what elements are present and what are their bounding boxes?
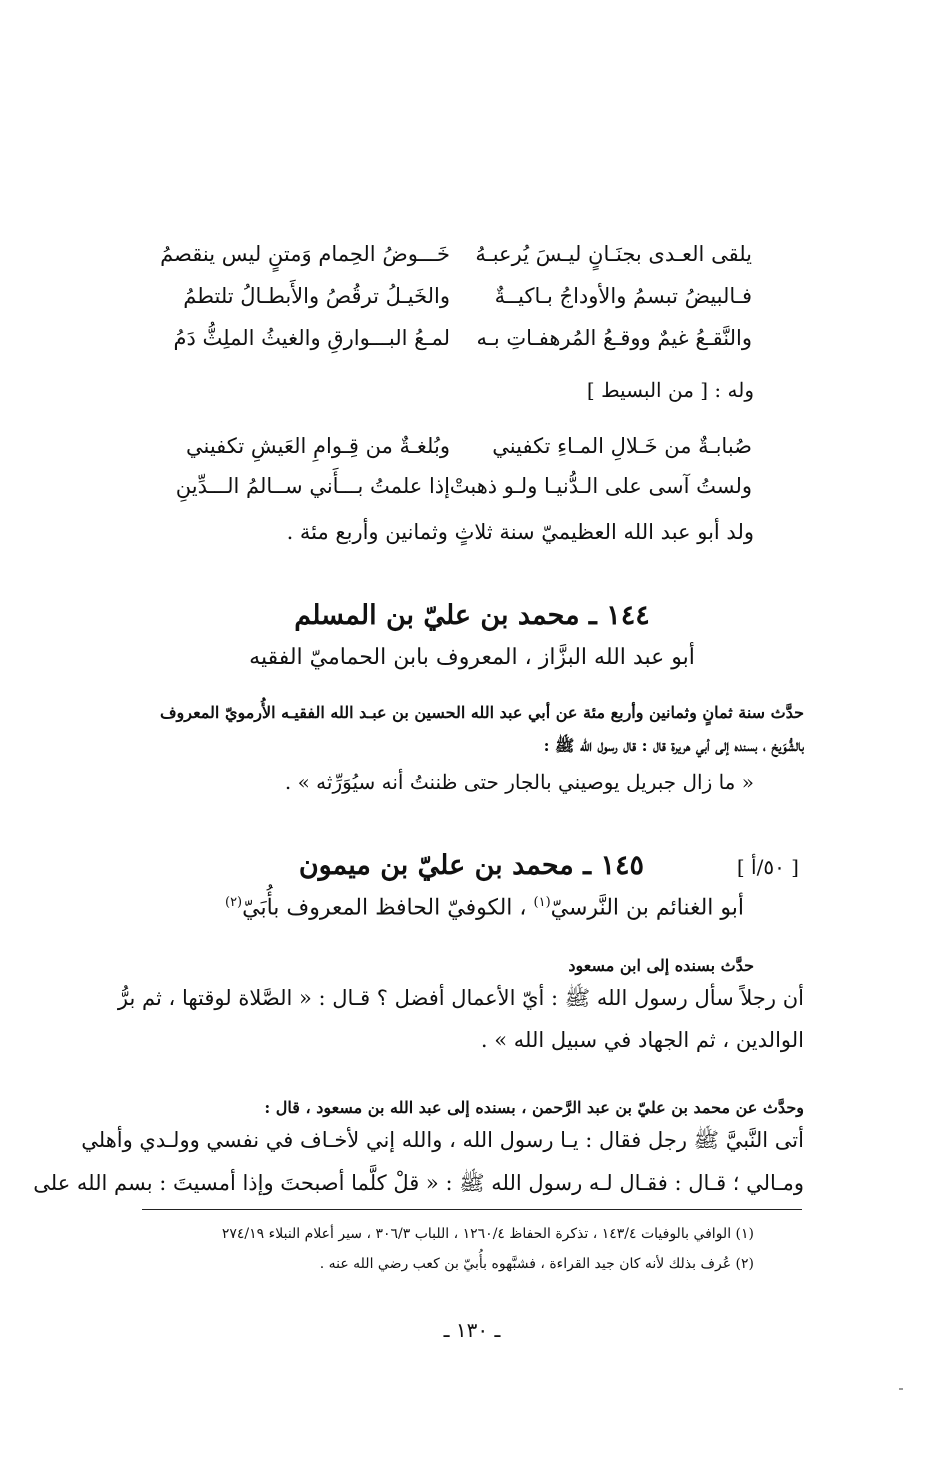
verse-first-hemistich: فـالبيضُ تبسمُ والأوداجُ بـاكيــةٌ bbox=[494, 284, 752, 308]
footnote-ref-1: (١) bbox=[533, 895, 551, 910]
verse-line bbox=[160, 320, 760, 360]
verse-first-hemistich: صُبابـةٌ من خَـلالِ المـاءِ تكفيني bbox=[492, 434, 752, 458]
meter-line: وله : [ من البسيط ] bbox=[586, 378, 754, 402]
entry-145-narration-2: وحدَّث عن محمد بن عليّ بن عبد الرَّحمن ، بسنده إلى عبد الله بن مسعود ، قال : bbox=[264, 1098, 804, 1117]
verse-line bbox=[160, 428, 760, 468]
verse-first-hemistich: ولستُ آسى على الـدُّنيـا ولـو ذهبتْ bbox=[449, 474, 752, 498]
verse-first-hemistich: يلقى العـدى بجنَـانٍ ليـسَ يُرعبـهُ bbox=[475, 242, 752, 266]
page-number: ـ ١٣٠ ـ bbox=[443, 1318, 501, 1342]
entry-145-subtitle bbox=[225, 895, 744, 920]
entry-145-subtitle-part-a: أبو الغنائم بن النَّرسيّ bbox=[550, 895, 744, 921]
footnote-ref-2: (٢) bbox=[224, 895, 243, 910]
entry-145-narration-1: حدَّث بسنده إلى ابن مسعود bbox=[568, 956, 754, 975]
verse-second-hemistich: والخَيـلُ ترقُصُ والأَبطـالُ تلتطمُ bbox=[183, 284, 450, 308]
entry-145-body-line-1: أن رجلاً سأل رسول الله ﷺ : أيّ الأعمال أفضل ؟ قـال : « الصَّلاة لوقتها ، ثم برُّ bbox=[117, 986, 804, 1010]
verse-line bbox=[160, 278, 760, 318]
footnote-1: (١) الوافي بالوفيات ١٤٣/٤ ، تذكرة الحفاظ ١٢٦٠/٤ ، اللباب ٣٠٦/٣ ، سير أعلام النبلاء ٢٧٤/١٩ bbox=[221, 1226, 754, 1242]
entry-145-body-line-4: ومـالي ؛ قـال : فقـال لـه رسول الله ﷺ : « قلْ كلَّما أصبحتَ وإذا أمسيتَ : بسم الله على bbox=[33, 1171, 804, 1195]
folio-marker: [ ٥٠/أ ] bbox=[736, 855, 799, 879]
verse-line bbox=[160, 236, 760, 276]
verse-second-hemistich: خَـــوضُ الحِمام وَمتنٍ ليس ينقصمُ bbox=[160, 242, 450, 266]
footnote-divider bbox=[142, 1209, 802, 1210]
entry-144-narration-line-1: حدَّث سنة ثمانٍ وثمانين وأربع مئة عن أبي عبد الله الحسين بن عبـد الله الفقيـه الأُرمويّ المعروف bbox=[159, 703, 804, 722]
entry-145-subtitle-part-b: ، الكوفيّ الحافظ المعروف بأُبَيّ bbox=[242, 895, 534, 921]
entry-145-title: ١٤٥ ـ محمد بن عليّ بن ميمون bbox=[298, 850, 644, 881]
scan-speck bbox=[899, 1388, 903, 1390]
birth-line: ولد أبو عبد الله العظيميّ سنة ثلاثٍ وثمانين وأربع مئة . bbox=[286, 520, 754, 544]
verse-second-hemistich: وبُلغـةٌ من قِـوامِ العَيشِ تكفيني bbox=[185, 434, 450, 458]
verse-line bbox=[160, 468, 760, 508]
entry-145-body-line-2: الوالدين ، ثم الجهاد في سبيل الله » . bbox=[480, 1028, 804, 1052]
footnote-2: (٢) عُرف بذلك لأنه كان جيد القراءة ، فشبَّهوه بأُبيّ بن كعب رضي الله عنه . bbox=[319, 1256, 754, 1272]
entry-144-narration-line-2: بالشُّوَيخ ، بسنده إلى أبي هريرة قال : قال رسول الله ﷺ : bbox=[543, 736, 804, 755]
entry-144-hadith-quote: « ما زال جبريل يوصيني بالجار حتى ظننتُ أنه سيُوَرِّثه » . bbox=[284, 770, 754, 794]
entry-144-title: ١٤٤ ـ محمد بن عليّ بن المسلم bbox=[294, 600, 650, 631]
verse-second-hemistich: إذا علمتُ بـــأَني ســالمُ الـــدِّينِ bbox=[175, 474, 450, 498]
verse-first-hemistich: والنَّقـعُ غيمٌ ووقـعُ المُرهفـاتِ بـه bbox=[476, 326, 752, 350]
entry-145-body-line-3: أتى النَّبيَّ ﷺ رجل فقال : يـا رسول الله ، والله إني لأخـاف في نفسي وولـدي وأهلي bbox=[81, 1128, 804, 1152]
entry-144-subtitle: أبو عبد الله البزَّاز ، المعروف بابن الحماميّ الفقيه bbox=[249, 645, 695, 670]
verse-second-hemistich: لمـعُ البـــوارقِ والغيثُ الملِثُّ دَمُ bbox=[173, 326, 450, 350]
